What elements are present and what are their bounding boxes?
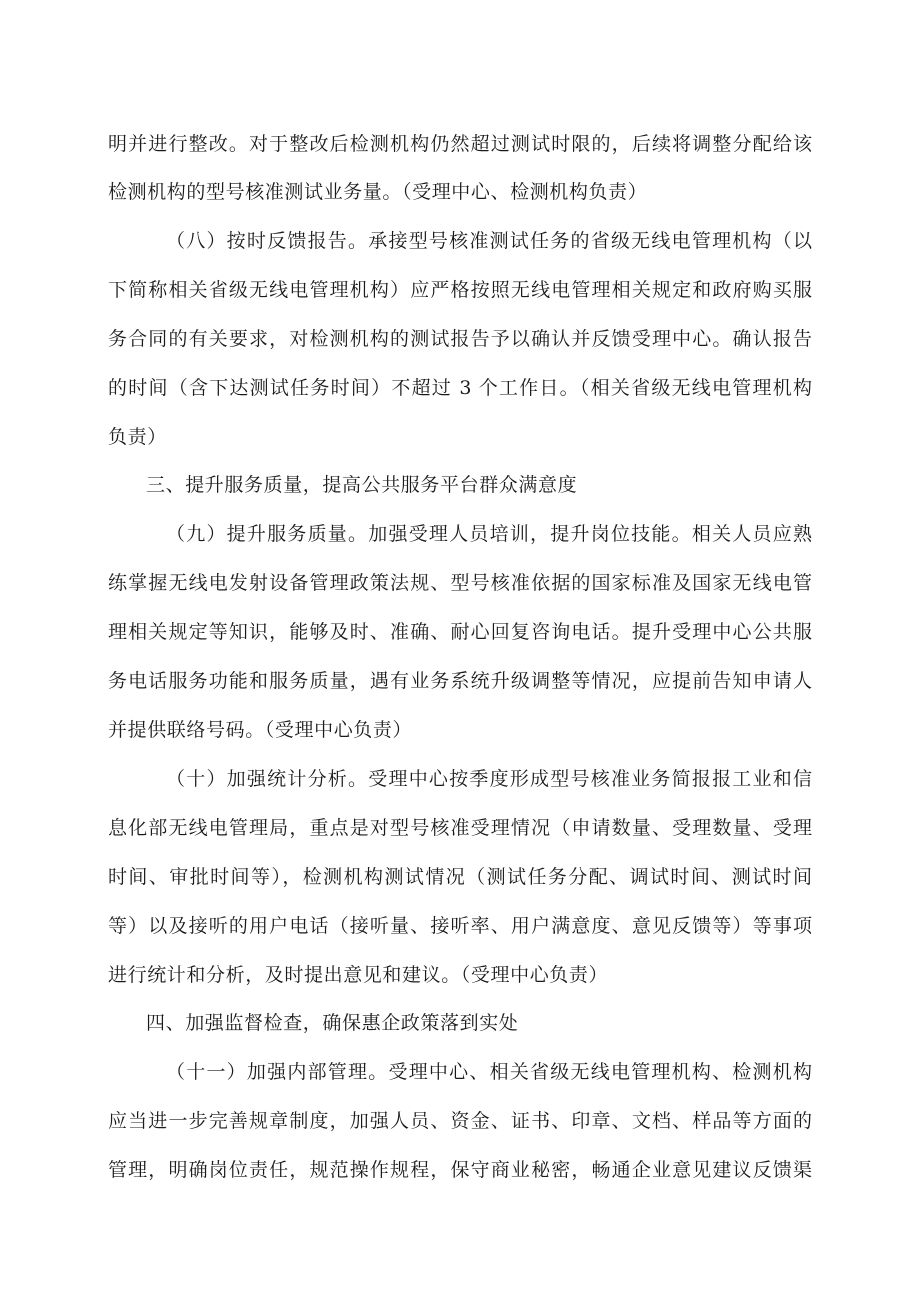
text-line: 务合同的有关要求，对检测机构的测试报告予以确认并反馈受理中心。确认报告: [108, 328, 812, 350]
text-line: 理相关规定等知识，能够及时、准确、耐心回复咨询电话。提升受理中心公共服: [108, 621, 812, 643]
text-line: 练掌握无线电发射设备管理政策法规、型号核准依据的国家标准及国家无线电管: [108, 572, 812, 594]
text-line: 的时间（含下达测试任务时间）不超过 3 个工作日。（相关省级无线电管理机构: [108, 377, 812, 399]
text-line: 应当进一步完善规章制度，加强人员、资金、证书、印章、文档、样品等方面的: [108, 1110, 812, 1132]
text-line: 并提供联络号码。（受理中心负责）: [108, 719, 413, 741]
text-line: 明并进行整改。对于整改后检测机构仍然超过测试时限的，后续将调整分配给该: [108, 133, 812, 155]
text-line: 检测机构的型号核准测试业务量。（受理中心、检测机构负责）: [108, 181, 648, 203]
text-line: 务电话服务功能和服务质量，遇有业务系统升级调整等情况，应提前告知申请人: [108, 670, 812, 692]
text-line: 管理，明确岗位责任，规范操作规程，保守商业秘密，畅通企业意见建议反馈渠: [108, 1159, 812, 1181]
text-line: 下简称相关省级无线电管理机构）应严格按照无线电管理相关规定和政府购买服: [108, 279, 812, 301]
text-line: 负责）: [108, 426, 167, 448]
text-line: 息化部无线电管理局，重点是对型号核准受理情况（申请数量、受理数量、受理: [108, 817, 812, 839]
paragraph-8-heading: （八）按时反馈报告。承接型号核准测试任务的省级无线电管理机构（以: [166, 230, 812, 252]
text-line: 时间、审批时间等），检测机构测试情况（测试任务分配、调试时间、测试时间: [108, 866, 812, 888]
text-line: 进行统计和分析，及时提出意见和建议。（受理中心负责）: [108, 964, 609, 986]
text-line: 等）以及接听的用户电话（接听量、接听率、用户满意度、意见反馈等）等事项: [108, 915, 812, 937]
paragraph-9-heading: （九）提升服务质量。加强受理人员培训，提升岗位技能。相关人员应熟: [166, 523, 812, 545]
section-3-heading: 三、提升服务质量，提高公共服务平台群众满意度: [146, 474, 578, 496]
paragraph-10-heading: （十）加强统计分析。受理中心按季度形成型号核准业务简报报工业和信: [166, 768, 812, 790]
paragraph-11-heading: （十一）加强内部管理。受理中心、相关省级无线电管理机构、检测机构: [166, 1061, 812, 1083]
section-4-heading: 四、加强监督检查，确保惠企政策落到实处: [146, 1012, 519, 1034]
